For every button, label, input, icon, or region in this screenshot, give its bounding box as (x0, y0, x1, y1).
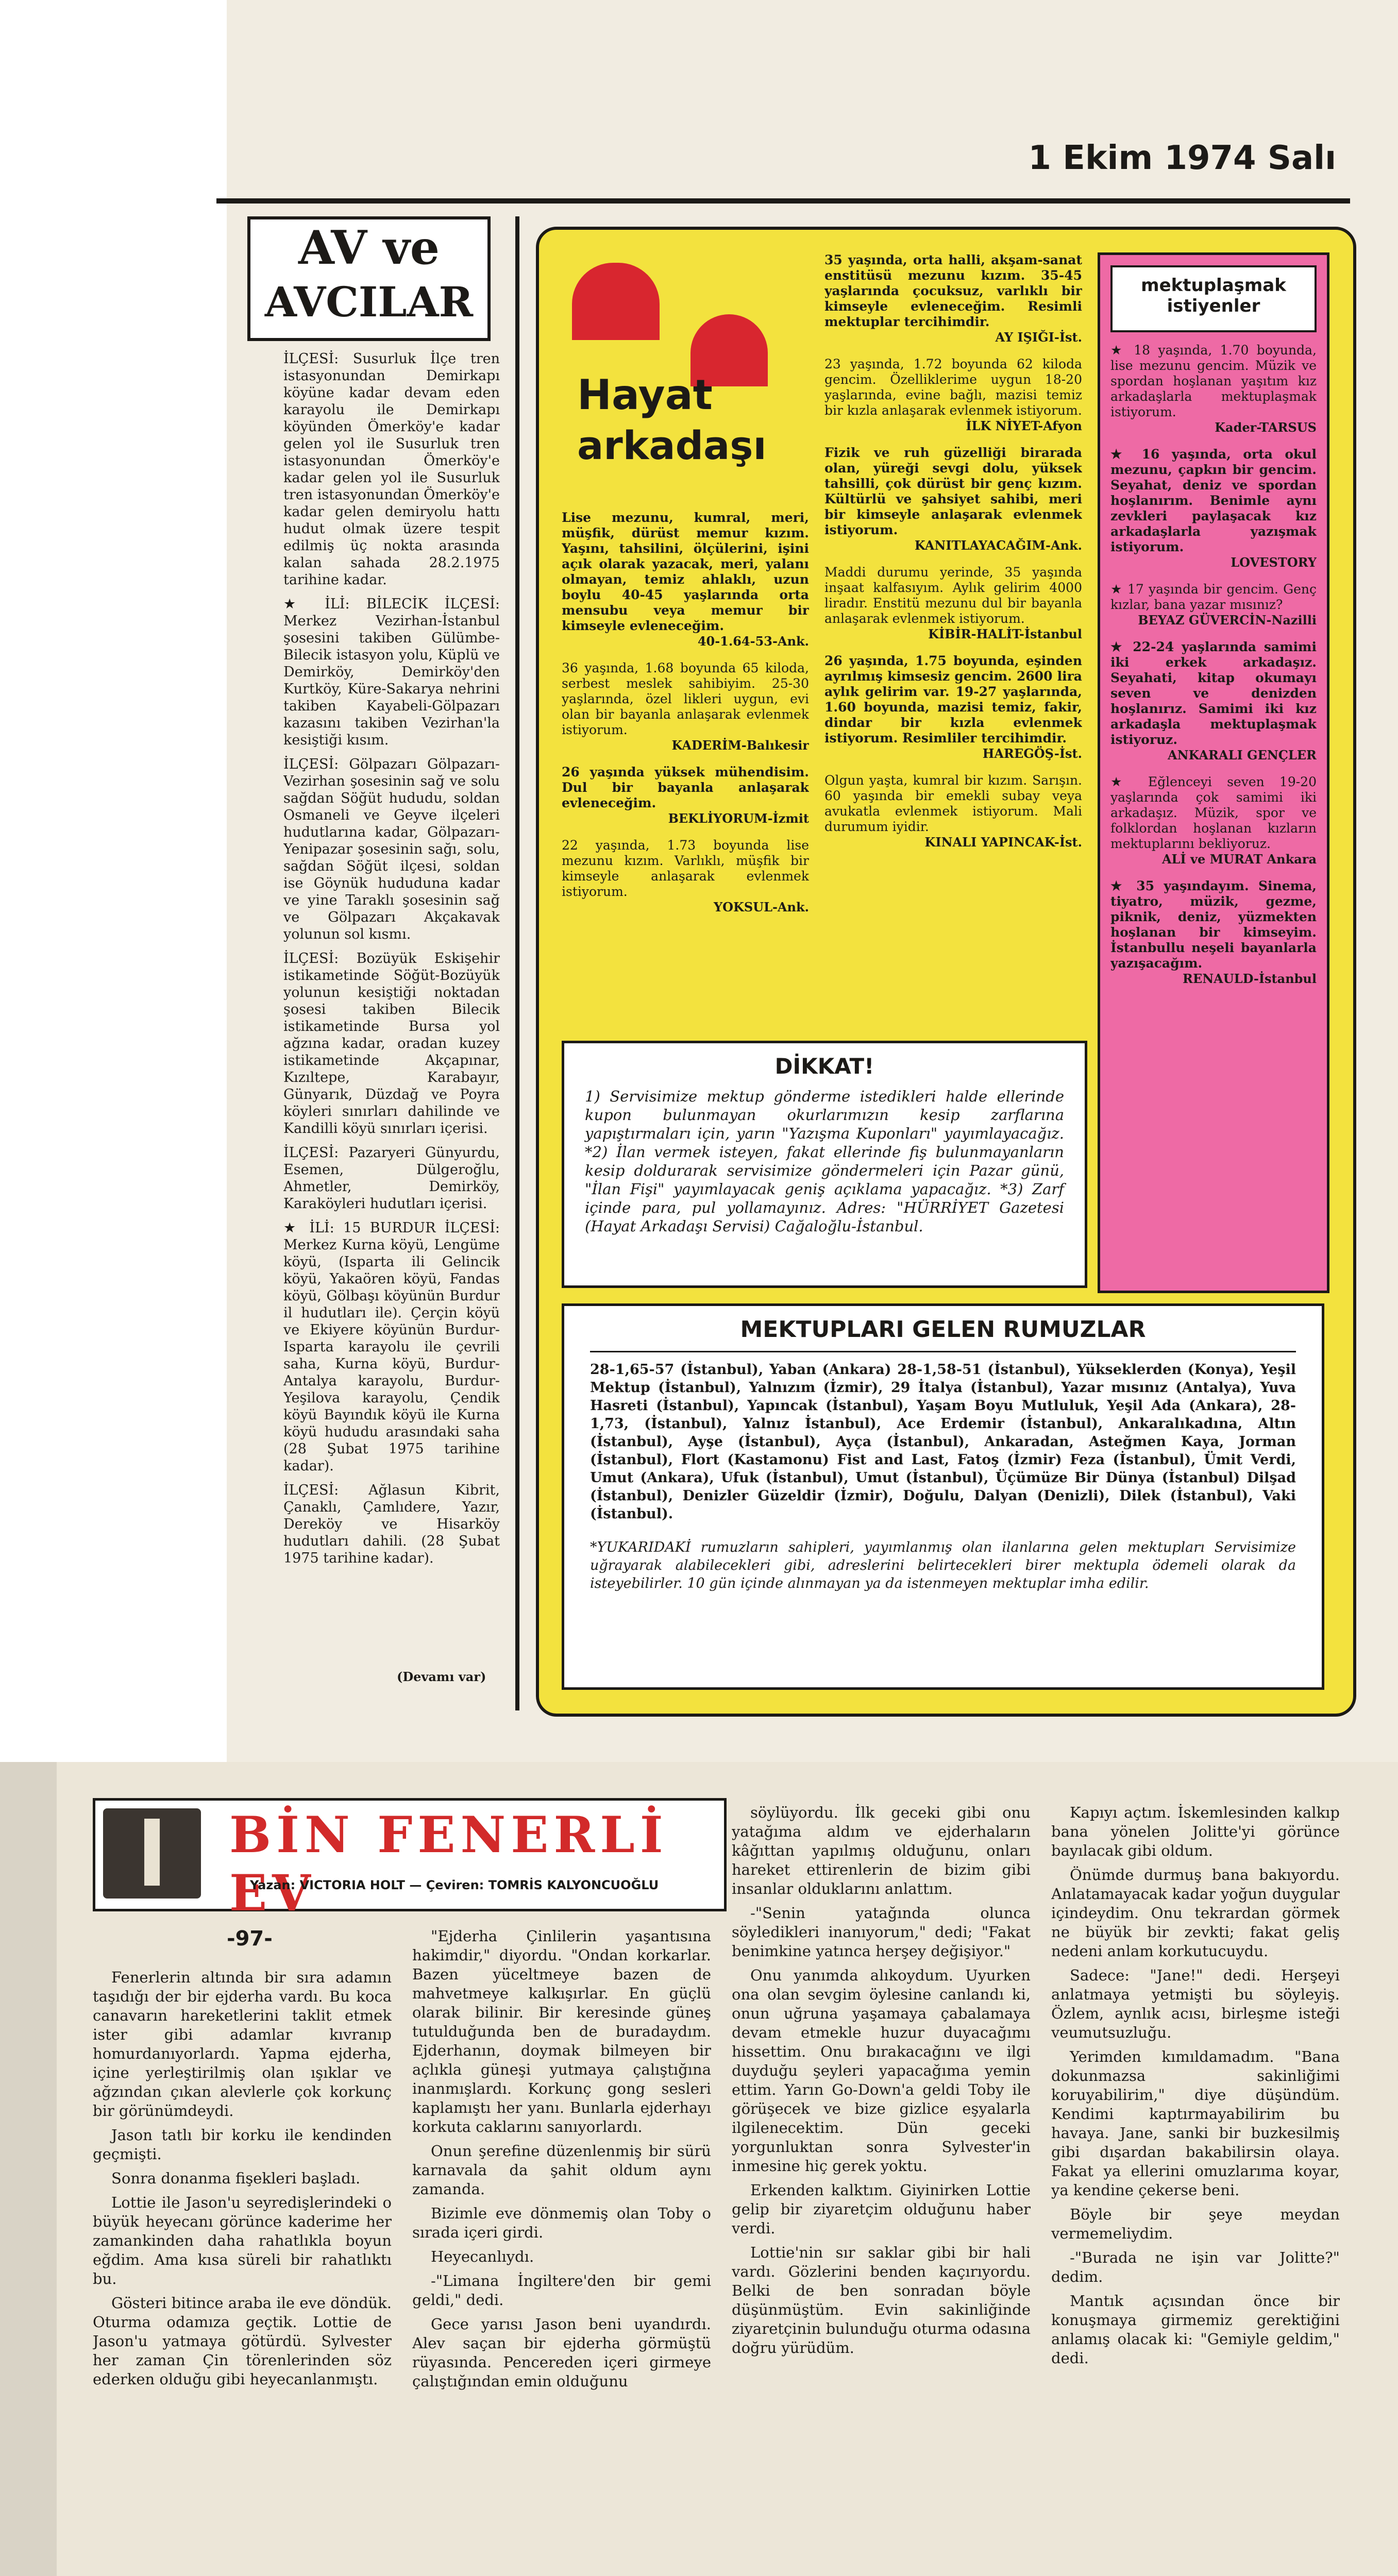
serial-paragraph: Jason tatlı bir korku ile kendinden geçmişti. (93, 2126, 392, 2163)
av-paragraph: ★ İLİ: BİLECİK İLÇESİ: Merkez Vezirhan-İstanbul şosesini takiben Gülümbe-Bilecik istasyon yolu, Küplü ve Demirköy, Demirköy'den Kurtköy, Küre-Sakarya nehrini takiben Kayabeli-Gölpazarı kazasını takiben Vezirhan'la kesiştiği kısım. (283, 596, 500, 748)
column-divider (515, 216, 519, 1710)
ad-signature: ANKARALI GENÇLER (1167, 748, 1317, 762)
serial-paragraph: Böyle bir şeye meydan vermemeliydim. (1051, 2206, 1340, 2242)
hayat-title-1: Hayat (577, 371, 713, 419)
pen-pal-ad (1110, 582, 1317, 628)
serial-paragraph: Mantık açısından önce bir konuşmaya girmemiz gerektiğini anlamış olacak ki: "Gemiyle geldim," dedi. (1051, 2292, 1340, 2367)
serial-paragraph: -"Burada ne işin var Jolitte?" dedim. (1051, 2249, 1340, 2285)
av-paragraph: İLÇESİ: Ağlasun Kibrit, Çanaklı, Çamlıdere, Yazır, Dereköy ve Hisarköy hudutları dahili. (28 Şubat 1975 tarihine kadar). (283, 1482, 500, 1566)
ad-signature: HAREGÖŞ-İst. (982, 746, 1082, 761)
serial-paragraph: -"Limana İngiltere'den bir gemi geldi," dedi. (412, 2272, 711, 2309)
dikkat-box (562, 1041, 1087, 1288)
serial-paragraph: Onu yanımda alıkoydum. Uyurken ona olan sevgim öylesine canlandı ki, onun uğruna yaşamaya çabalamaya devam etmekle huzur duyacağımı hissettim. Onu bırakacağını ve ilgi duyduğu şeyleri yapacağıma yemin ettim. Yarın Go-Down'a geldi Toby ile görüşecek ve bize gizlice eşyalarla ilgilenecektim. Dün geceki yorgunluktan sonra Sylvester'in inmesine hiç gerek yoktu. (732, 1967, 1031, 2175)
lighthouse-illustration (103, 1808, 201, 1899)
ad-text: Lise mezunu, kumral, meri, müşfik, dürüst memur kızım. Yaşını, tahsilini, ölçülerini, işini açık olarak yazacak, meri, yalanı olmayan, temiz ahlaklı, uzun boylu 40-45 yaşlarında orta mensubu veya memur bir kimseyle evleneceğim. (562, 510, 809, 633)
serial-author: Yazan: VICTORIA HOLT — Çeviren: TOMRİS KALYONCUOĞLU (250, 1878, 659, 1892)
ad-text: Olgun yaşta, kumral bir kızım. Sarışın. 60 yaşında bir emekli subay veya avukatla evlenmek istiyorum. Mali durumum iyidir. (824, 773, 1082, 834)
serial-paragraph: Önümde durmuş bana bakıyordu. Anlatamayacak kadar yoğun duygular içindeydim. Onu tekrardan görmek ne büyük bir zevkti; fakat geliş nedeni anlam korkutucuydu. (1051, 1866, 1340, 1960)
av-avcilar-title-box (247, 216, 491, 341)
serial-paragraph: Sonra donanma fişekleri başladı. (111, 2170, 361, 2187)
ad-signature: BEYAZ GÜVERCİN-Nazilli (1138, 613, 1317, 628)
personal-ad (824, 565, 1082, 642)
personal-ad (824, 445, 1082, 553)
ad-signature: YOKSUL-Ank. (713, 900, 809, 914)
ad-text: ★ 18 yaşında, 1.70 boyunda, lise mezunu gencim. Müzik ve spordan hoşlanan yaşıtım kız arkadaşlarla mektuplaşmak istiyorum. (1110, 343, 1317, 419)
ad-text: 22 yaşında, 1.73 boyunda lise mezunu kızım. Varlıklı, müşfik bir kimseyle anlaşarak evlenmek istiyorum. (562, 838, 809, 899)
av-paragraph: İLÇESİ: Susurluk İlçe tren istasyonundan Demirkapı köyüne kadar devam eden karayolu ile Demirkapı köyünden Ömerköy'e kadar gelen yol ile Susurluk tren istasyonundan Ömerköy'e kadar gelen yol ile Susurluk tren istasyonundan Ömerköy'e kadar gelen demiryolu hattı hudut olmak üzere tespit edilmiş üç nokta arasında kalan sahada 28.2.1975 tarihine kadar. (283, 351, 500, 588)
serial-column-3 (732, 1803, 1031, 2576)
mektuplar-box (562, 1303, 1324, 1690)
ad-signature: Kader-TARSUS (1215, 420, 1317, 435)
ad-signature: LOVESTORY (1231, 555, 1317, 570)
serial-paragraph: Fenerlerin altında bir sıra adamın taşıdığı der bir ejderha vardı. Bu koca canavarın hareketlerini taklit etmek ister gibi adamlar kıvranıp homurdanıyorlardı. Yapma ejderha, içine yerleştirilmiş olan ışıklar ve ağzından çıkan alevlerle çok korkunç bir görünümdeydi. (93, 1969, 392, 2120)
serial-paragraph: Gece yarısı Jason beni uyandırdı. Alev saçan bir ejderha görmüştü rüyasında. Pencereden içeri girmeye çalıştığından emin olduğunu (412, 2315, 711, 2390)
ad-text: ★ Eğlenceyi seven 19-20 yaşlarında çok samimi iki arkadaşız. Müzik, spor ve folklordan hoşlanan kızların mektuplarını bekliyoruz. (1110, 774, 1317, 851)
ad-text: 26 yaşında yüksek mühendisim. Dul bir bayanla anlaşarak evleneceğim. (562, 765, 809, 810)
pen-pal-ad (1110, 774, 1317, 867)
ad-text: ★ 35 yaşındayım. Sinema, tiyatro, müzik, gezme, piknik, deniz, yüzmekten hoşlanan bir kimseyim. İstanbullu neşeli bayanlarla yazışacağım. (1110, 878, 1317, 971)
serial-header (93, 1798, 727, 1922)
personal-ad (824, 653, 1082, 761)
serial-paragraph: Lottie ile Jason'u seyredişlerindeki o büyük heyecanı görünce kaderime her zamankinden daha rahatlıkla boyun eğdim. Ama kısa süreli bir rahatlıktı bu. (93, 2194, 392, 2287)
ad-text: 26 yaşında, 1.75 boyunda, eşinden ayrılmış kimsesiz gencim. 2600 lira aylık gelirim var. 19-27 yaşlarında, 1.60 boyunda, mazisi temiz, fakir, dindar bir kızla evlenmek istiyorum. Resimliler tercihimdir. (824, 653, 1082, 745)
pen-pal-ad (1110, 639, 1317, 763)
header-rule (216, 198, 1350, 204)
pen-pal-ad (1110, 878, 1317, 987)
ad-text: ★ 17 yaşında bir gencim. Genç kızlar, bana yazar mısınız? (1110, 582, 1317, 612)
ad-text: 36 yaşında, 1.68 boyunda 65 kiloda, serbest meslek sahibiyim. 25-30 yaşlarında, özel likleri uygun, evi olan bir bayanla anlaşarak evlenmek istiyorum. (562, 660, 809, 737)
serial-paragraph: "Ejderha Çinlilerin yaşantısına hakimdir," diyordu. "Ondan korkarlar. Bazen yüceltmeye bazen de mahvetmeye kalkışırlar. En güçlü olarak bilinir. Bir keresinde güneş tutulduğunda ben de buradaydım. Ejderhanın, doymak bilmeyen bir açlıkla güneşi yutmaya çalıştığına inanmışlardı. Korkunç gong sesleri kaplamıştı her yanı. Bunlarla ejderhayı korkuta caklarını sanıyorlardı. (412, 1927, 711, 2136)
serial-paragraph: Lottie'nin sır saklar gibi bir hali vardı. Gözlerini benden kaçırıyordu. Belki de ben sonradan böyle düşünmüştüm. Evin sakinliğinde ziyaretçinin bulunduğu oturma odasına doğru yürüdüm. (732, 2244, 1031, 2357)
serial-paragraph: Heyecanlıydı. (431, 2248, 534, 2265)
personal-ad (562, 510, 809, 649)
serial-paragraph: Erkenden kalktım. Giyinirken Lottie gelip bir ziyaretçim olduğunu haber verdi. (732, 2181, 1031, 2237)
mektuplasmak-box (1098, 252, 1329, 1293)
pen-pal-ad (1110, 343, 1317, 435)
ad-text: 23 yaşında, 1.72 boyunda 62 kiloda gencim. Özelliklerime uygun 18-20 yaşlarında, evine bağlı, mazisi temiz bir kızla anlaşarak evlenmek istiyorum. (824, 357, 1082, 418)
personal-ad (824, 773, 1082, 850)
dikkat-text: 1) Servisimize mektup gönderme istedikleri halde ellerinde kupon bulunmayan okurlarımızın kesip zarflarına yapıştırmaları için, yarın "Yazışma Kuponları" yayımlayacağız. *2) İlan vermek isteyen, fakat ellerinde fiş bulunmayanların kesip doldurarak servisimize göndermeleri için Pazar günü, "İlan Fişi" yayımlayacak geniş açıklama yapacağız. *3) Zarf içinde para, pul yollamayınız. Adres: "HÜRRİYET Gazetesi (Hayat Arkadaşı Servisi) Cağaloğlu-İstanbul. (585, 1088, 1064, 1235)
ad-signature: AY IŞIĞI-İst. (995, 330, 1082, 345)
heart-icon (572, 263, 660, 340)
av-avcilar-column (242, 211, 505, 1705)
ad-signature: KINALI YAPINCAK-İst. (924, 835, 1082, 850)
serial-episode: -97- (227, 1927, 273, 1951)
divider (590, 1351, 1296, 1352)
dikkat-title: DİKKAT! (774, 1054, 874, 1079)
av-continued: (Devamı var) (397, 1669, 486, 1684)
serial-paragraph: söylüyordu. İlk geceki gibi onu yatağıma aldım ve ejderhaların kâğıttan yapılmış olduğunu, onları hareket ettirenlerin de bizim gibi insanlar olduklarını anlattım. (732, 1804, 1031, 1897)
date-header: 1 Ekim 1974 Salı (1028, 139, 1336, 177)
mektuplar-list: 28-1,65-57 (İstanbul), Yaban (Ankara) 28-1,58-51 (İstanbul), Yükseklerden (Konya), Yeşil Mektup (İstanbul), Yalnızım (İzmir), 29 İtalya (İstanbul), Yazar mısınız (Antalya), Yuva Hasreti (İstanbul), Yapıncak (İstanbul), Yaşam Boyu Mutluluk, Yeşil Ada (Ankara), 28-1,73, (İstanbul), Yalnız İstanbul), Ace Erdemir (İstanbul), Ankaralıkadına, Altın (İstanbul), Ayşe (İstanbul), Ayça (İstanbul), Ankaradan, Asteğmen Kaya, Jorman (İstanbul), Flort (Kastamonu) Fist and Last, Fatoş (İzmir) Feza (İstanbul), Ümit Verdi, Umut (Ankara), Ufuk (İstanbul), Umut (İstanbul), Üçümüze Bir Dünya (İstanbul) Dilşad (İstanbul), Denizler Güzeldir (İzmir), Doğulu, Dalyan (Denizli), Dilek (İstanbul), Vaki (İstanbul). (590, 1362, 1296, 1522)
personal-ad (562, 660, 809, 753)
lighthouse-icon (144, 1819, 160, 1886)
ad-signature: ALİ ve MURAT Ankara (1161, 852, 1317, 867)
ad-text: Maddi durumu yerinde, 35 yaşında inşaat kalfasıyım. Aylık gelirim 4000 liradır. Enstitü mezunu dul bir bayanla anlaşarak evlenmek istiyorum. (824, 565, 1082, 626)
mektuplar-note: *YUKARIDAKİ rumuzların sahipleri, yayımlanmış olan ilanlarına gelen mektupları Servisimize uğrayarak alabilecekleri gibi, adreslerini belirtecekleri birer mektupla ödemeli olarak da isteyebilirler. 10 gün içinde alınmayan ya da istenmeyen mektuplar imha edilir. (590, 1539, 1296, 1591)
av-paragraph: İLÇESİ: Gölpazarı Gölpazarı-Vezirhan şosesinin sağ ve solu sağdan Söğüt hududu, soldan Osmaneli ve Geyve ilçeleri hudutlarına kadar, Gölpazarı-Yenipazar şosesinin sağı, solu, sağdan Söğüt ilçesi, soldan ise Göynük hududuna kadar ve yine Taraklı şosesinin sağ ve Gölpazarı Akçakavak yolunun sol kısmı. (283, 756, 500, 942)
serial-story (93, 1793, 1340, 2576)
ad-signature: KİBİR-HALİT-İstanbul (928, 626, 1082, 641)
av-title-1: AV ve (298, 221, 440, 275)
ad-text: ★ 22-24 yaşlarında samimi iki erkek arkadaşız. Seyahati, kitap okumayı seven ve denizden hoşlanırız. Samimi iki kız arkadaşla mektuplaşmak istiyoruz. (1110, 639, 1317, 747)
serial-paragraph: Yerimden kımıldamadım. "Bana dokunmazsa sakinliğimi koruyabilirim," diye düşündüm. Kendimi kaptırmayabilirim bu havaya. Jane, sanki bir buzkesilmiş gibi dışardan bakabilirsin olaya. Fakat ya ellerini omuzlarıma koyar, ya kendine çekerse beni. (1051, 2048, 1340, 2199)
hayat-logo (562, 252, 809, 500)
serial-column-4 (1051, 1803, 1340, 2576)
ad-signature: İLK NİYET-Afyon (966, 418, 1082, 433)
av-paragraph: İLÇESİ: Bozüyük Eskişehir istikametinde Söğüt-Bozüyük yolunun kesiştiği noktadan şosesi takiben Bilecik istikametinde Bursa yol ağzına kadar, oradan kuzey istikametinde Akçapınar, Kızıltepe, Karabayır, Günyarık, Düzdağ ve Poyra köyleri sınırları dahilinde ve Kandilli köyü sınırları içerisi. (283, 951, 500, 1137)
pen-pal-ad (1110, 447, 1317, 570)
hayat-title-2: arkadaşı (577, 422, 767, 468)
mektuplar-title: MEKTUPLARI GELEN RUMUZLAR (740, 1316, 1146, 1343)
ad-signature: RENAULD-İstanbul (1183, 971, 1317, 986)
av-avcilar-body (283, 350, 500, 1664)
personal-ad (562, 838, 809, 915)
serial-title: BİN FENERLİ EV (229, 1806, 668, 1922)
serial-paragraph: Kapıyı açtım. İskemlesinden kalkıp bana yönelen Jolitte'yi görünce bayılacak gibi oldum. (1051, 1804, 1340, 1859)
serial-paragraph: -"Senin yatağında olunca söyledikleri inanıyorum," dedi; "Fakat benimkine yatınca herşey değişiyor." (732, 1904, 1031, 1960)
ad-text: Fizik ve ruh güzelliği birarada olan, yüreği sevgi dolu, yüksek tahsilli, çok dürüst bir genç kızım. Kültürlü ve şahsiyet sahibi, meri bir kimseyle anlaşarak evlenmek istiyorum. (824, 445, 1082, 537)
ad-signature: KANITLAYACAĞIM-Ank. (914, 538, 1082, 553)
serial-paragraph: Onun şerefine düzenlenmiş bir sürü karnavala da şahit oldum aynı zamanda. (412, 2142, 711, 2198)
av-title-2: AVCILAR (264, 278, 474, 326)
serial-column-2 (412, 1927, 711, 2576)
ad-text: 35 yaşında, orta halli, akşam-sanat enstitüsü mezunu kızım. 35-45 yaşlarında çocuksuz, varlıklı bir kimseyle evleneceğim. Resimli mektuplar tercihimdir. (824, 252, 1082, 329)
serial-column-1 (93, 1968, 392, 2576)
mektuplasmak-list (1110, 343, 1317, 1280)
av-paragraph: ★ İLİ: 15 BURDUR İLÇESİ: Merkez Kurna köyü, Lengüme köyü, (Isparta ili Gelincik köyü, Yakaören köyü, Fandas köyü, Gölbaşı köyünün Burdur il hudutları ile). Çerçin köyü ve Ekiyere köyünün Burdur-Isparta karayolu ile çevrili saha, Kurna köyü, Burdur-Antalya karayolu, Burdur-Yeşilova karayolu, Çendik köyü Bayındık köyü ile Kurna köyü hududu arasındaki saha (28 Şubat 1975 tarihine kadar). (283, 1220, 500, 1474)
ad-signature: KADERİM-Balıkesir (671, 738, 809, 753)
hayat-ads-left (562, 510, 809, 1061)
serial-paragraph: Bizimle eve dönmemiş olan Toby o sırada içeri girdi. (412, 2205, 711, 2241)
personal-ad (824, 357, 1082, 434)
ad-signature: BEKLİYORUM-İzmit (668, 811, 809, 826)
ad-signature: 40-1.64-53-Ank. (697, 634, 809, 649)
ad-text: ★ 16 yaşında, orta okul mezunu, çapkın bir gencim. Seyahat, deniz ve spordan hoşlanırım. Benimle aynı zevkleri paylaşacak kız arkadaşlarla yazışmak istiyorum. (1110, 447, 1317, 554)
personal-ad (562, 765, 809, 826)
serial-paragraph: Sadece: "Jane!" dedi. Herşeyi anlatmaya yetmişti bu söyleyiş. Özlem, aynlık acısı, birleşme isteği veumutsuzluğu. (1051, 1967, 1340, 2041)
personal-ad (824, 252, 1082, 345)
mektuplasmak-title: mektuplaşmak istiyenler (1110, 265, 1317, 332)
hayat-ads-right (824, 252, 1082, 1051)
av-paragraph: İLÇESİ: Pazaryeri Günyurdu, Esemen, Dülgeroğlu, Ahmetler, Demirköy, Karaköyleri hudutları içerisi. (283, 1145, 500, 1212)
serial-paragraph: Gösteri bitince araba ile eve döndük. Oturma odamıza geçtik. Lottie de Jason'u yatmaya götürdü. Sylvester her zaman Çin törenlerinden söz ederken olduğu gibi heyecanlanmıştı. (93, 2294, 392, 2388)
